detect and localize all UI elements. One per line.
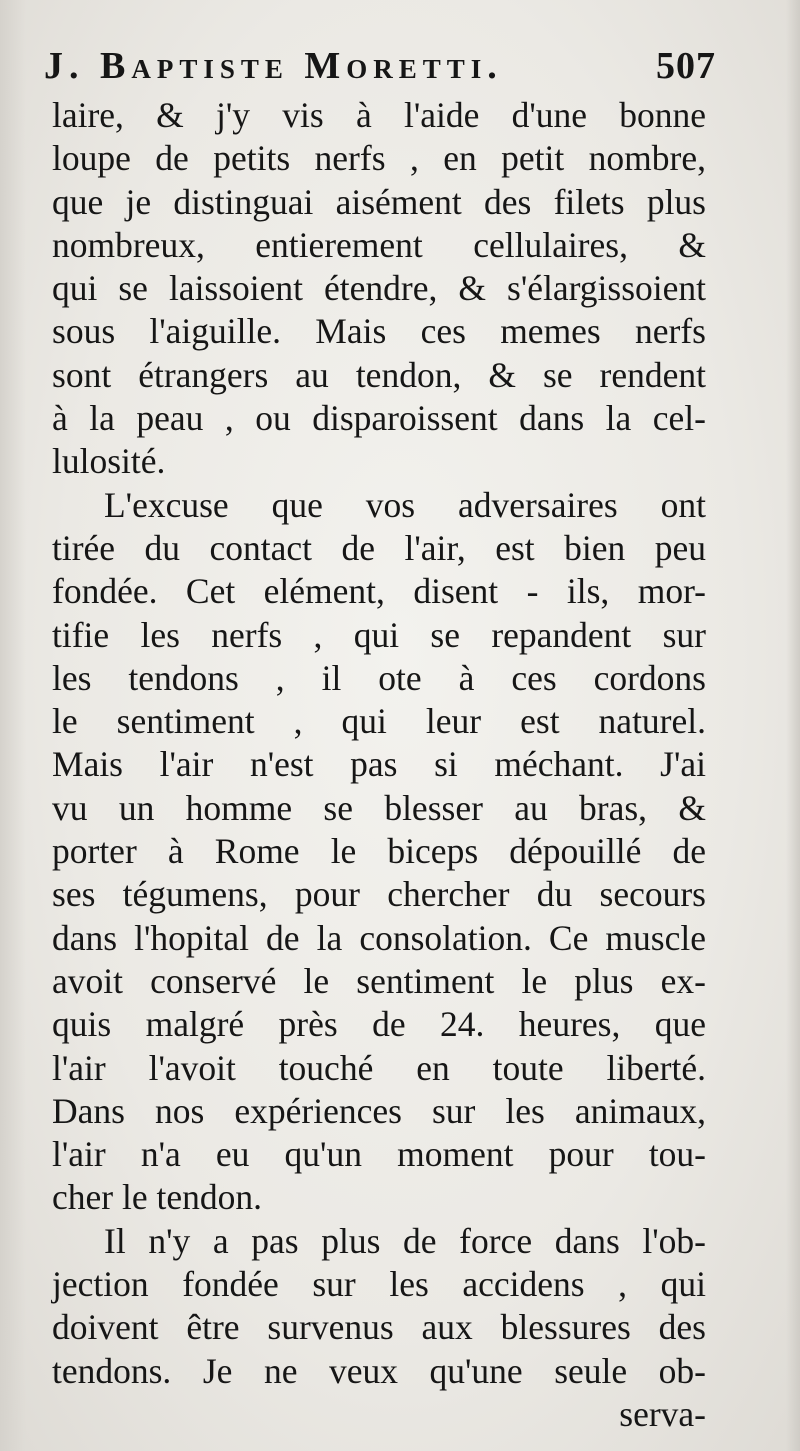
- body-text: [52, 94, 706, 1436]
- page-number: 507: [656, 45, 716, 87]
- text-line: Mais l'air n'est pas si méchant. J'ai: [52, 744, 706, 785]
- text-line: le sentiment , qui leur est naturel.: [52, 701, 706, 742]
- text-line: avoit conservé le sentiment le plus ex-: [52, 960, 706, 1001]
- text-line: tirée du contact de l'air, est bien peu: [52, 527, 706, 568]
- text-line: nombreux, entierement cellulaires, &: [52, 224, 706, 265]
- running-head: [44, 44, 716, 96]
- text-line: tifie les nerfs , qui se repandent sur: [52, 614, 706, 655]
- text-line: l'air n'a eu qu'un moment pour tou-: [52, 1134, 706, 1175]
- text-line-paragraph-start: Il n'y a pas plus de force dans l'ob-: [104, 1220, 706, 1261]
- text-line-paragraph-start: L'excuse que vos adversaires ont: [104, 484, 706, 525]
- text-line: à la peau , ou disparoissent dans la cel-: [52, 398, 706, 439]
- text-line: que je distinguai aisément des filets plus: [52, 181, 706, 222]
- text-line: loupe de petits nerfs , en petit nombre,: [52, 138, 706, 179]
- text-line: sont étrangers au tendon, & se rendent: [52, 354, 706, 395]
- text-line-paragraph-end: lulosité.: [52, 441, 166, 482]
- page-shadow-left: [0, 0, 26, 1451]
- page-shadow-right: [786, 0, 800, 1451]
- text-line: tendons. Je ne veux qu'une seule ob-: [52, 1350, 706, 1391]
- catchword: serva-: [619, 1393, 706, 1434]
- text-line: sous l'aiguille. Mais ces memes nerfs: [52, 311, 706, 352]
- text-line: quis malgré près de 24. heures, que: [52, 1004, 706, 1045]
- text-line: les tendons , il ote à ces cordons: [52, 657, 706, 698]
- text-line: l'air l'avoit touché en toute liberté.: [52, 1047, 706, 1088]
- text-line: qui se laissoient étendre, & s'élargissoient: [52, 268, 706, 309]
- running-head-author: J. Baptiste Moretti.: [44, 45, 503, 87]
- text-line: jection fondée sur les accidens , qui: [52, 1264, 706, 1305]
- text-line: doivent être survenus aux blessures des: [52, 1307, 706, 1348]
- text-line: porter à Rome le biceps dépouillé de: [52, 831, 706, 872]
- text-line-paragraph-end: cher le tendon.: [52, 1177, 262, 1218]
- text-line: fondée. Cet elément, disent - ils, mor-: [52, 571, 706, 612]
- text-line: vu un homme se blesser au bras, &: [52, 787, 706, 828]
- text-line: laire, & j'y vis à l'aide d'une bonne: [52, 95, 706, 135]
- text-line: ses tégumens, pour chercher du secours: [52, 874, 706, 915]
- text-line: dans l'hopital de la consolation. Ce muscle: [52, 917, 706, 958]
- text-line: Dans nos expériences sur les animaux,: [52, 1090, 706, 1131]
